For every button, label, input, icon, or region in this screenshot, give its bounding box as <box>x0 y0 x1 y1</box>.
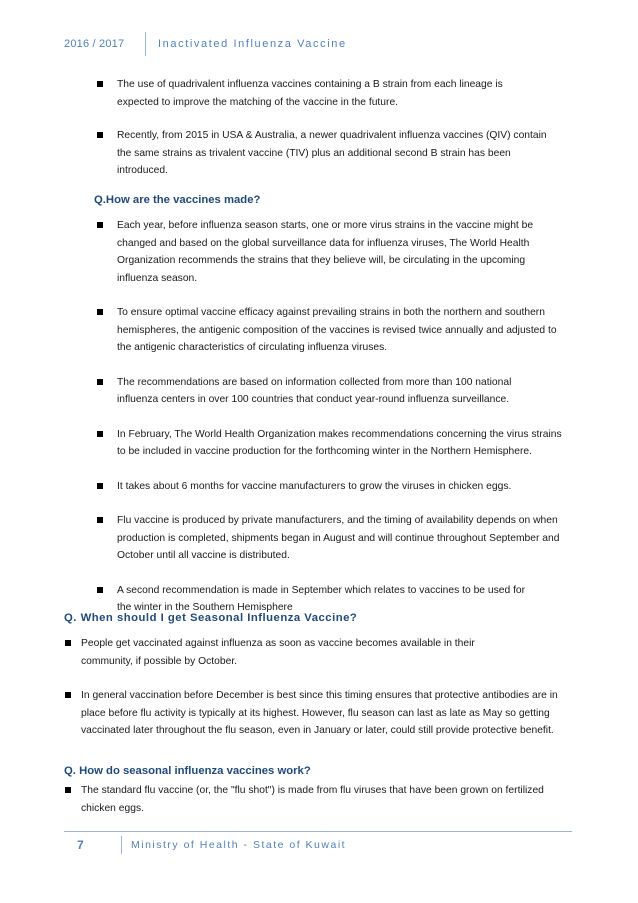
bullet-marker <box>97 132 103 138</box>
list-item: In general vaccination before December is best since this timing ensures that protective antibodies are in place before flu activity is typically at its highest. However, flu season can last as late as May so getting vaccinated later throughout the flu season, even in January or later, could still provide protective benefit. <box>81 687 561 740</box>
list-item: Recently, from 2015 in USA & Australia, a newer quadrivalent influenza vaccines (QIV) contain the same strains as trivalent vaccine (TIV) plus an additional second B strain has been introduced. <box>117 127 552 180</box>
list-item: To ensure optimal vaccine efficacy against prevailing strains in both the northern and southern hemispheres, the antigenic composition of the vaccines is revised twice annually and adjusted to the antigenic characteristics of circulating influenza viruses. <box>117 304 562 357</box>
list-item: The recommendations are based on information collected from more than 100 national influenza centers in over 100 countries that conduct year-round influenza surveillance. <box>117 374 527 409</box>
bullet-marker <box>97 431 103 437</box>
list-item: In February, The World Health Organization makes recommendations concerning the virus strains to be included in vaccine production for the forthcoming winter in the Northern Hemisphere. <box>117 426 562 461</box>
section-heading-how-work: Q. How do seasonal influenza vaccines work? <box>64 765 311 777</box>
bullet-marker <box>97 81 103 87</box>
bullet-marker <box>65 692 71 698</box>
footer-rule <box>64 831 572 832</box>
bullet-marker <box>97 483 103 489</box>
page-header <box>64 38 584 58</box>
header-divider <box>145 32 146 56</box>
page-footer <box>64 838 584 856</box>
bullet-marker <box>97 222 103 228</box>
footer-text: Ministry of Health - State of Kuwait <box>131 839 347 851</box>
bullet-marker <box>65 640 71 646</box>
list-item: Each year, before influenza season starts, one or more virus strains in the vaccine might be changed and based on the global surveillance data for influenza viruses, The World Health Organization recommends the strains that they believe will, be circulating in the upcoming influenza season. <box>117 217 562 287</box>
header-title: Inactivated Influenza Vaccine <box>158 38 347 50</box>
bullet-marker <box>97 309 103 315</box>
list-item: People get vaccinated against influenza as soon as vaccine becomes available in their community, if possible by October. <box>81 635 526 670</box>
footer-divider <box>121 836 122 854</box>
bullet-marker <box>97 587 103 593</box>
header-year: 2016 / 2017 <box>64 38 125 50</box>
bullet-marker <box>97 517 103 523</box>
bullet-marker <box>97 379 103 385</box>
page-number: 7 <box>77 838 84 852</box>
how-work-bullet-list <box>0 782 638 817</box>
section-heading-how-made: Q.How are the vaccines made? <box>94 194 261 206</box>
when-bullet-list <box>0 635 638 740</box>
list-item: The use of quadrivalent influenza vaccines containing a B strain from each lineage is expected to improve the matching of the vaccine in the future. <box>117 76 537 111</box>
list-item: Flu vaccine is produced by private manufacturers, and the timing of availability depends on when production is completed, shipments began in August and will continue throughout September and October until all vaccine is distributed. <box>117 512 562 565</box>
list-item: It takes about 6 months for vaccine manufacturers to grow the viruses in chicken eggs. <box>117 478 562 496</box>
intro-bullet-list <box>0 76 638 180</box>
bullet-marker <box>65 787 71 793</box>
section-heading-when: Q. When should I get Seasonal Influenza Vaccine? <box>64 612 358 624</box>
how-made-bullet-list <box>0 217 638 617</box>
list-item: A second recommendation is made in September which relates to vaccines to be used for the winter in the Southern Hemisphere <box>117 582 537 617</box>
list-item: The standard flu vaccine (or, the "flu shot") is made from flu viruses that have been grown on fertilized chicken eggs. <box>81 782 551 817</box>
